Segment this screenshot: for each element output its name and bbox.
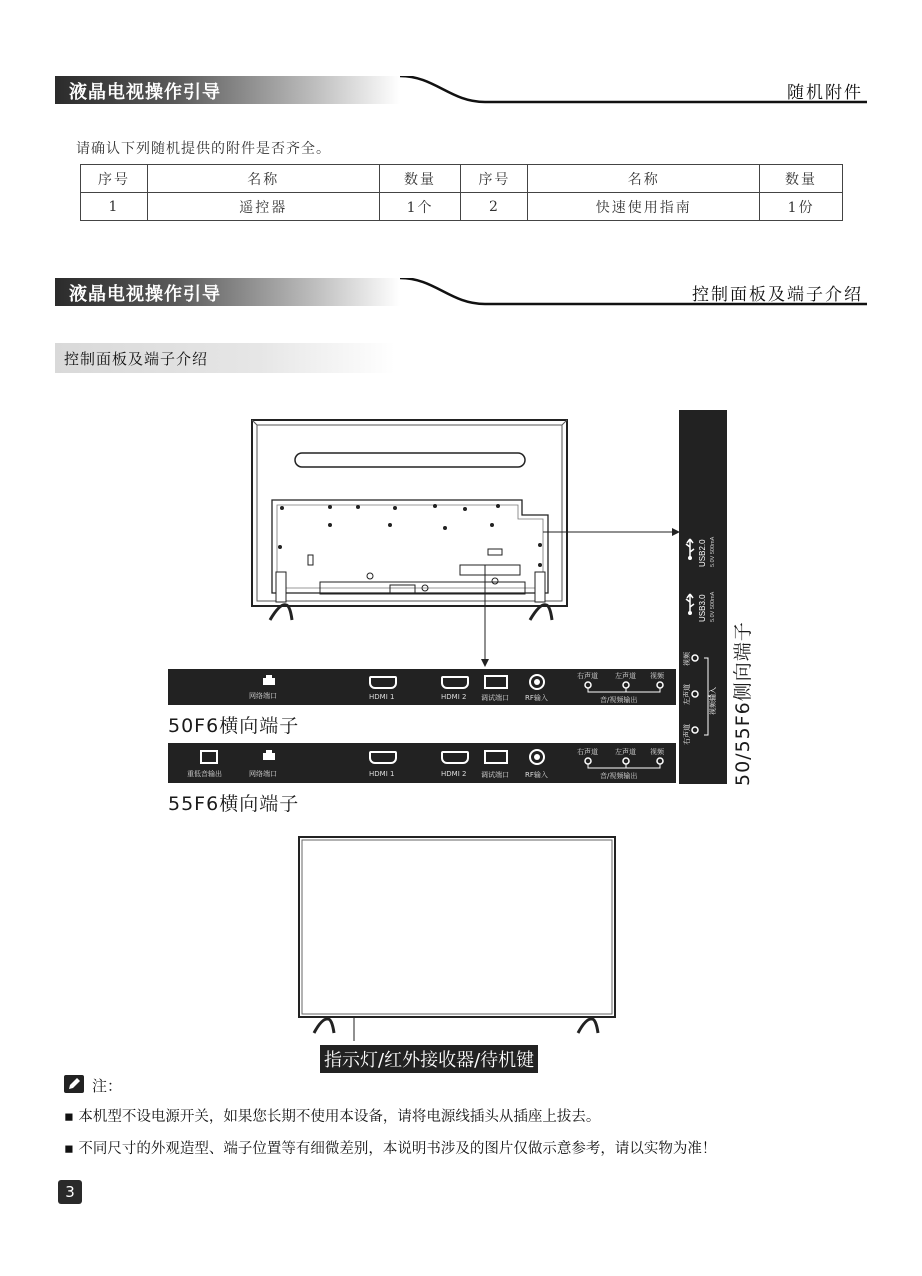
label-rf: RF输入 [525, 694, 548, 702]
pencil-note-icon [64, 1075, 84, 1093]
tv-rear-view [240, 415, 680, 677]
rf-port-icon [529, 674, 545, 690]
usb2-spec: 5.0V 500mA [710, 536, 716, 567]
accessories-intro: 请确认下列随机提供的附件是否齐全。 [76, 141, 331, 157]
header-section-name: 随机附件 [787, 83, 863, 103]
hdmi-port-icon [441, 676, 469, 689]
table-header-cell: 序号 [461, 165, 528, 193]
header-title: 液晶电视操作引导 [69, 284, 221, 305]
caption-55f6: 55F6横向端子 [168, 793, 300, 815]
accessories-table [80, 164, 843, 221]
table-cell: 遥控器 [147, 193, 379, 221]
label-hdmi2: HDMI 2 [441, 693, 467, 701]
section-header-accessories [55, 76, 867, 120]
front-indicator-label: 指示灯/红外接收器/待机键 [320, 1045, 538, 1073]
header-section-name: 控制面板及端子介绍 [692, 285, 863, 305]
caption-50f6: 50F6横向端子 [168, 715, 300, 737]
label-hdmi1: HDMI 1 [369, 693, 395, 701]
label-right-channel: 右声道 [577, 672, 598, 680]
table-header-cell: 名称 [147, 165, 379, 193]
label-hdmi1: HDMI 1 [369, 770, 395, 778]
table-row [81, 193, 843, 221]
table-cell: 快速使用指南 [528, 193, 760, 221]
table-cell: 1份 [760, 193, 843, 221]
label-av-output: 音/视频输出 [600, 772, 638, 780]
panel-50f6-horizontal [168, 669, 676, 705]
tv-front-view [292, 833, 622, 1043]
ethernet-port-icon [262, 674, 276, 686]
label-left-channel: 左声道 [615, 748, 636, 756]
table-cell: 1个 [379, 193, 461, 221]
subwoofer-port-icon [200, 750, 218, 764]
ethernet-port-icon [262, 749, 276, 761]
label-hdmi2: HDMI 2 [441, 770, 467, 778]
side-left-label: 左声道 [683, 684, 691, 705]
notes-title: 注： [92, 1077, 123, 1095]
label-debug: 调试端口 [481, 694, 509, 702]
rf-port-icon [529, 749, 545, 765]
subheading-bar [55, 343, 395, 373]
side-av-input-label: 视频输入 [709, 687, 717, 715]
label-rf: RF输入 [525, 771, 548, 779]
table-cell: 2 [461, 193, 528, 221]
table-header-cell: 序号 [81, 165, 148, 193]
side-caption-text: 50/55F6侧向端子 [732, 621, 754, 786]
label-network: 网络端口 [249, 692, 277, 700]
label-network: 网络端口 [249, 770, 277, 778]
header-title: 液晶电视操作引导 [69, 82, 221, 103]
header-curve-line [55, 76, 867, 106]
section-header-terminals [55, 278, 867, 322]
av-output-connectors [580, 757, 666, 771]
table-header-row [81, 165, 843, 193]
table-header-cell: 数量 [760, 165, 843, 193]
table-cell: 1 [81, 193, 148, 221]
table-header-cell: 名称 [528, 165, 760, 193]
side-right-label: 右声道 [683, 724, 691, 745]
side-caption [727, 600, 757, 790]
note-item: ▪ 不同尺寸的外观造型、端子位置等有细微差别，本说明书涉及的图片仅做示意参考，请以实物为准！ [64, 1141, 717, 1157]
hdmi-port-icon [441, 751, 469, 764]
label-video: 视频 [650, 748, 664, 756]
hdmi-port-icon [369, 751, 397, 764]
label-av-output: 音/视频输出 [600, 696, 638, 704]
note-item: ▪ 本机型不设电源开关，如果您长期不使用本设备，请将电源线插头从插座上拔去。 [64, 1109, 601, 1125]
subheading-text: 控制面板及端子介绍 [64, 350, 209, 368]
usb3-spec: 5.0V 500mA [710, 591, 716, 622]
side-panel-labels [679, 410, 727, 784]
usb3-label: USB3.0 [698, 594, 707, 622]
side-video-label: 视频 [683, 652, 691, 666]
table-header-cell: 数量 [379, 165, 461, 193]
debug-port-icon [484, 750, 508, 764]
label-right-channel: 右声道 [577, 748, 598, 756]
label-debug: 调试端口 [481, 771, 509, 779]
panel-side-terminals [679, 410, 727, 784]
debug-port-icon [484, 675, 508, 689]
label-video: 视频 [650, 672, 664, 680]
hdmi-port-icon [369, 676, 397, 689]
label-left-channel: 左声道 [615, 672, 636, 680]
panel-55f6-horizontal [168, 743, 676, 783]
av-output-connectors [580, 681, 666, 695]
usb2-label: USB2.0 [698, 539, 707, 567]
label-subwoofer: 重低音输出 [187, 770, 222, 778]
page-number: 3 [58, 1180, 82, 1204]
